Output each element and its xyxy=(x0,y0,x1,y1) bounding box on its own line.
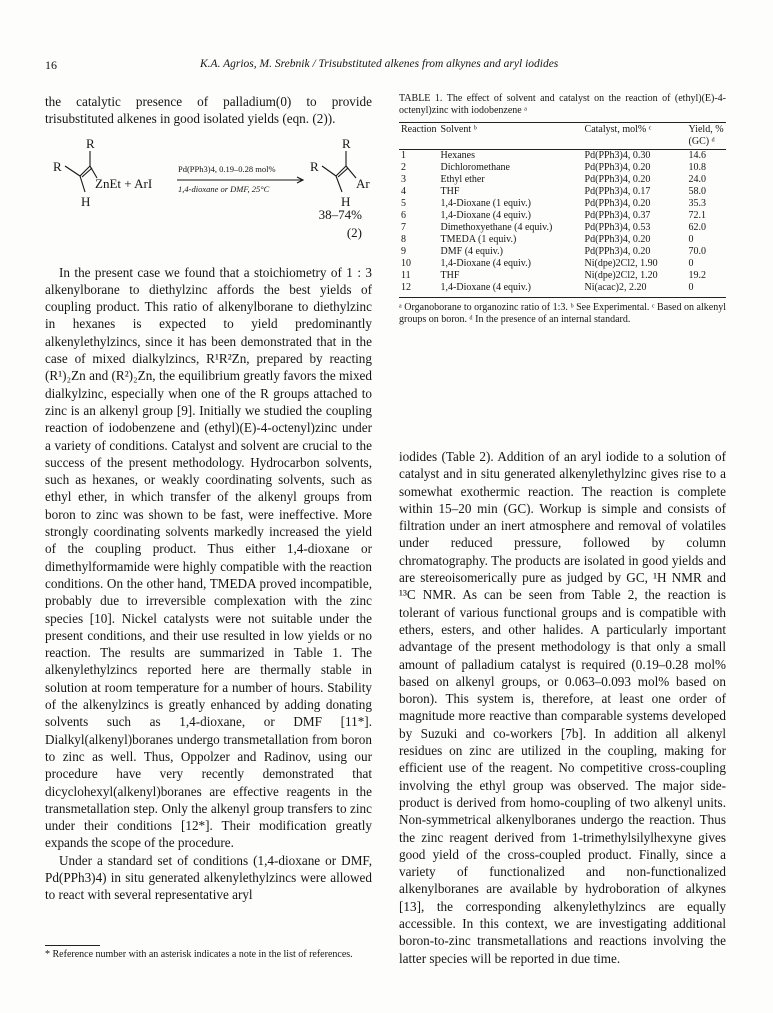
reaction-scheme xyxy=(45,136,372,254)
table-cell: 8 xyxy=(401,234,406,245)
results-table xyxy=(399,122,726,298)
table-cell: THF xyxy=(440,270,460,281)
table-1 xyxy=(399,93,726,326)
table-cell: Pd(PPh3)4, 0.20 xyxy=(584,198,651,209)
table-row xyxy=(399,222,726,234)
table-cell: 0 xyxy=(688,282,694,293)
ar-group: Ar xyxy=(356,175,370,191)
table-cell: 4 xyxy=(401,186,406,197)
conditions-top: Pd(PPh3)4, 0.19–0.28 mol% xyxy=(178,163,276,174)
table-cell: 0 xyxy=(688,258,694,269)
table-cell: 1,4-Dioxane (4 equiv.) xyxy=(440,210,531,221)
table-cell: 1,4-Dioxane (4 equiv.) xyxy=(440,258,531,269)
table-cell: 1 xyxy=(401,150,406,161)
table-row xyxy=(399,258,726,270)
table-cell: Pd(PPh3)4, 0.37 xyxy=(584,210,651,221)
page-number: 16 xyxy=(45,58,57,72)
table-cell: 1,4-Dioxane (4 equiv.) xyxy=(440,282,531,293)
equation-number: (2) xyxy=(346,224,362,240)
left-paragraph-0: the catalytic presence of palladium(0) to provide trisubstituted alkenes in good isolated yields (eqn. (2)). xyxy=(45,94,372,127)
table-row xyxy=(399,246,726,258)
table-cell: DMF (4 equiv.) xyxy=(440,246,503,257)
table-cell: 14.6 xyxy=(688,150,707,161)
table-row xyxy=(399,282,726,298)
table-cell: 12 xyxy=(401,282,411,293)
table-cell: 24.0 xyxy=(688,174,707,185)
table-cell: Ni(dpe)2Cl2, 1.20 xyxy=(584,270,658,281)
running-header xyxy=(45,58,573,76)
table-row xyxy=(399,162,726,174)
table-cell: 35.3 xyxy=(688,198,707,209)
table-cell: 62.0 xyxy=(688,222,707,233)
left-column xyxy=(45,93,372,904)
table-cell: THF xyxy=(440,186,460,197)
table-header-row xyxy=(399,123,726,150)
table-cell: Ni(acac)2, 2.20 xyxy=(584,282,647,293)
right-column xyxy=(399,448,726,967)
left-paragraph-1: In the present case we found that a stoichiometry of 1 : 3 alkenylborane to diethylzinc affords the best yields of coupling product. This ratio of alkenylborane to diethylzinc in hexanes is expected to yield predominantly alkenylethylzincs, since it has been demonstrated that in the case of mixed dialkylzincs, R¹R²Zn, prepared by reacting (R¹)₂Zn and (R²)₂Zn, the equilibrium greatly favors the mixed dialkylzinc, especially when one of the R groups attached to zinc is an alkenyl group [9]. Initially we studied the coupling reaction of iodobenzene and (ethyl)(E)-4-octenyl)zinc under a variety of conditions. Catalyst and solvent are crucial to the success of the present methodology. Hydrocarbon solvents, such as hexanes, or weakly coordinating solvents, such as ethyl ether, in which transfer of the alkenyl groups from boron to zinc was shown to be fast, were ineffective. More strongly coordinating solvents markedly increased the yield of the coupling product. Thus either 1,4-dioxane or dimethylformamide were highly compatible with the reaction conditions. On the other hand, TMEDA proved incompatible, probably due to irreversible complexation with the zinc species [10]. Nickel catalysts were not suitable under the present conditions, and their use resulted in low yields or no reaction. The results are summarized in Table 1. The alkenylethylzincs reported here are thermally stable in solution at room temperature for a number of hours. Stability of the alkenylzincs is greatly enhanced by adding donating solvents such as 1,4-dioxane, or DMF [11*]. Dialkyl(alkenyl)boranes undergo transmetallation from boron to zinc as well. Thus, Oppolzer and Radinov, using our procedure have very recently demonstrated that dicyclohexyl(alkenyl)boranes are effective reagents in the transmetallation step. Only the alkenyl group transfers to zinc under their conditions [12*]. Their modification greatly expands the scope of the procedure. xyxy=(45,264,372,851)
table-cell: Pd(PPh3)4, 0.20 xyxy=(584,174,651,185)
footnote xyxy=(45,945,372,961)
header-catalyst: Catalyst, mol% ᶜ xyxy=(584,124,652,135)
table-row xyxy=(399,210,726,222)
table-cell: TMEDA (1 equiv.) xyxy=(440,234,517,245)
right-paragraph-0: iodides (Table 2). Addition of an aryl iodide to a solution of catalyst and in situ generated alkenylethylzinc gives rise to a somewhat exothermic reaction. The reaction is complete within 15–20 min (GC). Workup is simple and consists of filtration under an inert atmosphere and removal of volatiles under reduced pressure, followed by column chromatography. The products are isolated in good yields and are stereoisomerically pure as judged by GC, ¹H NMR and ¹³C NMR. As can be seen from Table 2, the reaction is tolerant of various functional groups and is compatible with ethers, esters, and other halides. A particularly important advantage of the present methodology is that only a small amount of palladium catalyst is required (0.19–0.28 mol% based on alkenyl groups, or 0.063–0.093 mol% based on boron). This system is, therefore, at least one order of magnitude more reactive than comparable systems developed by Suzuki and co-workers [7b]. In addition all alkenyl residues on zinc are utilized in the coupling, making for efficient use of the reagent. No competitive cross-coupling involving the ethyl group was observed. The major side-product is derived from homo-coupling of two alkenyl units. Non-symmetrical alkenylboranes undergo the reaction. Thus the zinc reagent derived from 1-trimethylsilylhexyne gives good yield of the cross-coupled product. Finally, since a variety of functionalized and non-functionalized alkenylboranes are available by hydroboration of alkynes [13], the corresponding alkenylethylzincs are equally accessible. In this context, we are investigating additional boron-to-zinc transmetallations and reactions involving the latter species will be reported in due time. xyxy=(399,449,726,966)
table-row xyxy=(399,150,726,163)
r-top-left: R xyxy=(86,135,95,151)
table-cell: 6 xyxy=(401,210,406,221)
table-cell: 11 xyxy=(401,270,411,281)
table-cell: Pd(PPh3)4, 0.30 xyxy=(584,150,651,161)
table-notes: ᵃ Organoborane to organozinc ratio of 1:3. ᵇ See Experimental. ᶜ Based on alkenyl groups on boron. ᵈ In the presence of an internal standard. xyxy=(399,302,726,325)
table-cell: 58.0 xyxy=(688,186,707,197)
table-cell: Pd(PPh3)4, 0.20 xyxy=(584,162,651,173)
footnote-rule xyxy=(45,945,100,946)
table-cell: 9 xyxy=(401,246,406,257)
table-cell: Pd(PPh3)4, 0.17 xyxy=(584,186,651,197)
conditions-bottom: 1,4-dioxane or DMF, 25°C xyxy=(178,183,270,194)
r-top-right: R xyxy=(342,135,351,151)
table-row xyxy=(399,270,726,282)
h-left: H xyxy=(81,193,91,209)
footnote-text: * Reference number with an asterisk indicates a note in the list of references. xyxy=(45,949,353,960)
reaction-equation xyxy=(45,136,372,254)
table-body xyxy=(399,150,726,298)
table-row xyxy=(399,234,726,246)
header-solvent: Solvent ᵇ xyxy=(440,124,477,135)
left-paragraph-2: Under a standard set of conditions (1,4-dioxane or DMF, Pd(PPh3)4) in situ generated alkenylethylzincs were allowed to react with several representative aryl xyxy=(45,852,372,903)
equation-yield: 38–74% xyxy=(318,206,362,222)
table-cell: Ni(dpe)2Cl2, 1.90 xyxy=(584,258,658,269)
table-row xyxy=(399,186,726,198)
table-cell: Hexanes xyxy=(440,150,475,161)
table-cell: Dimethoxyethane (4 equiv.) xyxy=(440,222,553,233)
table-cell: 2 xyxy=(401,162,406,173)
table-cell: Pd(PPh3)4, 0.20 xyxy=(584,246,651,257)
table-cell: 10 xyxy=(401,258,411,269)
table-cell: 19.2 xyxy=(688,270,707,281)
table-cell: Pd(PPh3)4, 0.53 xyxy=(584,222,651,233)
table-cell: Dichloromethane xyxy=(440,162,510,173)
table-row xyxy=(399,174,726,186)
table-caption: TABLE 1. The effect of solvent and catalyst on the reaction of (ethyl)(E)-4-octenyl)zinc with iodobenzene ᵃ xyxy=(399,93,726,116)
table-cell: 1,4-Dioxane (1 equiv.) xyxy=(440,198,531,209)
table-row xyxy=(399,198,726,210)
table-cell: 10.8 xyxy=(688,162,707,173)
table-cell: 72.1 xyxy=(688,210,707,221)
header-yield: Yield, % (GC) ᵈ xyxy=(688,124,724,147)
running-head: K.A. Agrios, M. Srebnik / Trisubstituted alkenes from alkynes and aryl iodides xyxy=(200,58,559,70)
table-cell: 0 xyxy=(688,234,694,245)
table-cell: 7 xyxy=(401,222,406,233)
zn-reagent: ZnEt + ArI xyxy=(95,175,153,191)
r-side-left: R xyxy=(53,158,62,174)
h-right: H xyxy=(341,193,351,209)
table-cell: Pd(PPh3)4, 0.20 xyxy=(584,234,651,245)
table-cell: 5 xyxy=(401,198,406,209)
header-reaction: Reaction xyxy=(401,124,437,135)
table-cell: Ethyl ether xyxy=(440,174,485,185)
r-side-right: R xyxy=(310,158,319,174)
table-cell: 3 xyxy=(401,174,406,185)
table-cell: 70.0 xyxy=(688,246,707,257)
